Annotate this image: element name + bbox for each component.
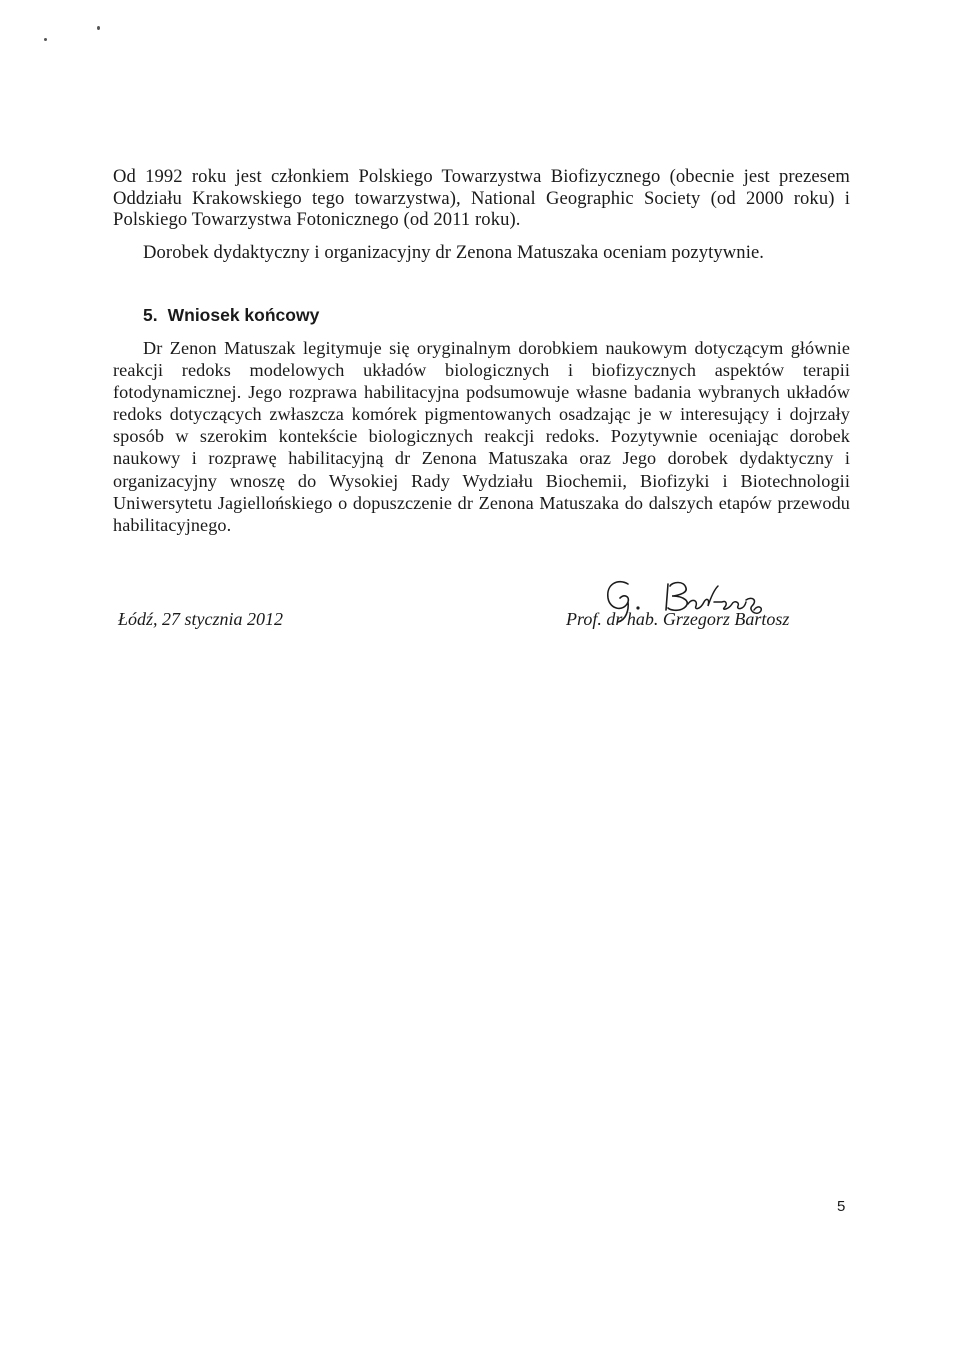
paragraph-teaching-assessment: Dorobek dydaktyczny i organizacyjny dr Zenona Matuszaka oceniam pozytywnie.: [143, 242, 765, 263]
paragraph-memberships: Od 1992 roku jest członkiem Polskiego Towarzystwa Biofizycznego (obecnie jest prezesem Oddziału Krakowskiego tego towarzystwa), National Geographic Society (od 2000 roku) i Polskiego Towarzystwa Fotonicznego (od 2011 roku).: [113, 166, 850, 231]
paragraph-conclusion: Dr Zenon Matuszak legitymuje się oryginalnym dorobkiem naukowym dotyczącym głównie reakcji redoks modelowych układów biologicznych i biofizycznych aspektów terapii fotodynamicznej. Jego rozprawa habilitacyjna podsumowuje własne badania wybranych układów redoks dotyczących zwłaszcza komórek pigmentowanych osadzając je w interesujący i dojrzały sposób w szerokim kontekście biologicznych reakcji redoks. Pozytywnie oceniając dorobek naukowy i rozprawę habilitacyjną dr Zenona Matuszaka oraz Jego dorobek dydaktyczny i organizacyjny wnoszę do Wysokiej Rady Wydziału Biochemii, Biofizyki i Biotechnologii Uniwersytetu Jagiellońskiego o dopuszczenie dr Zenona Matuszaka do dalszych etapów przewodu habilitacyjnego.: [113, 338, 850, 535]
scan-speck: [97, 26, 100, 30]
section-heading: [143, 305, 319, 326]
signer-name: Prof. dr hab. Grzegorz Bartosz: [566, 609, 790, 629]
section-number: 5.: [143, 305, 158, 325]
page-number: 5: [837, 1198, 846, 1215]
place-date: Łódź, 27 stycznia 2012: [118, 609, 284, 629]
signature-block: [566, 574, 856, 634]
section-title: Wniosek końcowy: [167, 305, 320, 325]
scan-speck: [44, 38, 47, 41]
